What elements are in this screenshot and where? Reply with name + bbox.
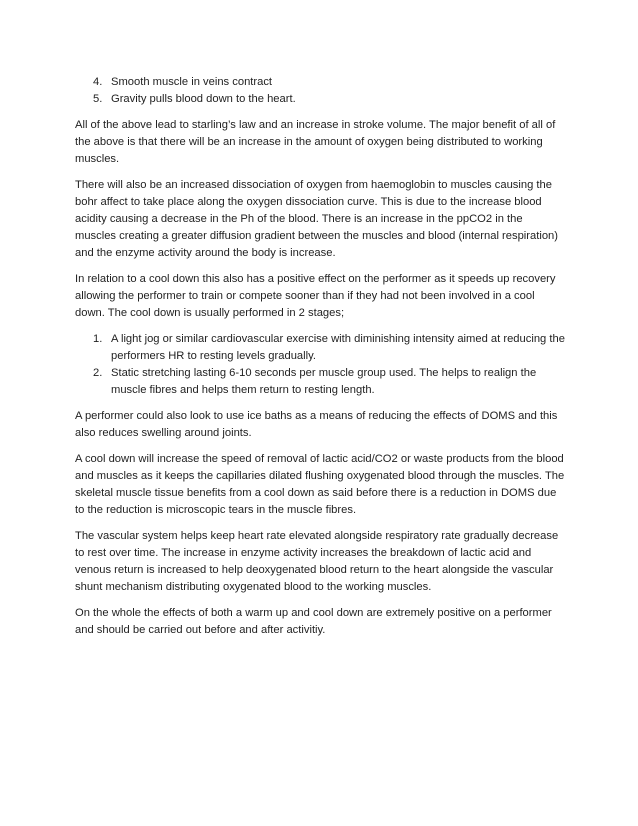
paragraph-ice-baths: A performer could also look to use ice baths as a means of reducing the effects of DOMS and this also reduces swelling around joints. <box>75 410 558 439</box>
list-item-text: Static stretching lasting 6-10 seconds per muscle group used. The helps to realign the muscle fibres and helps them return to resting length. <box>111 367 537 396</box>
list-item-text: Gravity pulls blood down to the heart. <box>111 93 296 105</box>
paragraph-cool-down-intro: In relation to a cool down this also has a positive effect on the performer as it speeds up recovery allowing the performer to train or compete sooner than if they had not been involved in a cool down. The cool down is usually performed in 2 stages; <box>75 273 556 319</box>
list-number: 4. <box>93 76 103 88</box>
paragraph-starlings-law: All of the above lead to starling’s law and an increase in stroke volume. The major benefit of all of the above is that there will be an increase in the amount of oxygen being distributed to working muscles. <box>75 119 556 165</box>
list-item <box>75 91 565 108</box>
list-item-text: A light jog or similar cardiovascular exercise with diminishing intensity aimed at reducing the performers HR to resting levels gradually. <box>111 333 565 362</box>
list-item <box>75 74 565 91</box>
document-page <box>75 74 565 648</box>
list-item <box>75 365 565 399</box>
list-item <box>75 331 565 365</box>
paragraph-lactic-acid-removal: A cool down will increase the speed of removal of lactic acid/CO2 or waste products from the blood and muscles as it keeps the capillaries dilated flushing oxygenated blood through the muscles. The skeletal muscle tissue benefits from a cool down as said before there is a reduction in DOMS due to the reduction is microscopic tears in the muscle fibres. <box>75 453 565 516</box>
list-item-text: Smooth muscle in veins contract <box>111 76 273 88</box>
numbered-list-cool-down-stages <box>75 331 565 399</box>
paragraph-conclusion: On the whole the effects of both a warm up and cool down are extremely positive on a performer and should be carried out before and after activitiy. <box>75 607 552 636</box>
paragraph-vascular-system: The vascular system helps keep heart rate elevated alongside respiratory rate gradually decrease to rest over time. The increase in enzyme activity increases the breakdown of lactic acid and venous return is increased to help deoxygenated blood return to the heart alongside the vascular shunt mechanism distributing oxygenated blood to the working muscles. <box>75 530 559 593</box>
list-number: 1. <box>93 333 103 345</box>
list-number: 2. <box>93 367 103 379</box>
paragraph-bohr-effect: There will also be an increased dissociation of oxygen from haemoglobin to muscles causing the bohr affect to take place along the oxygen dissociation curve. This is due to the increase blood acidity causing a decrease in the Ph of the blood. There is an increase in the ppCO2 in the muscles creating a greater diffusion gradient between the muscles and blood (internal respiration) and the enzyme activity around the body is increase. <box>75 179 558 259</box>
numbered-list-effects <box>75 74 565 108</box>
list-number: 5. <box>93 93 103 105</box>
